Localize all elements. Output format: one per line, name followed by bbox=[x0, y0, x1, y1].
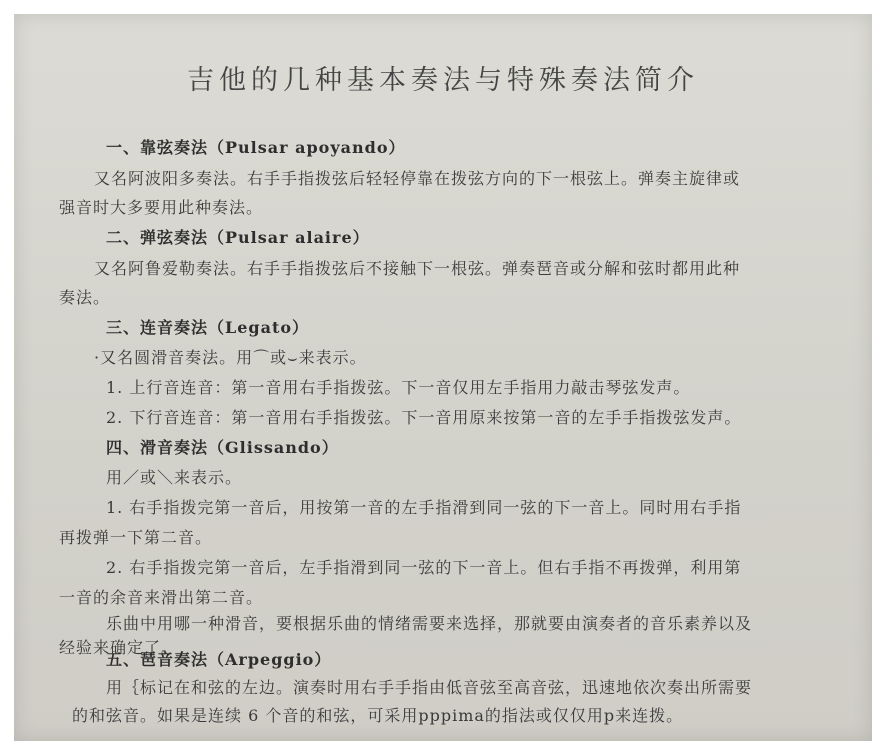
list-item: 1. 右手指拨完第一音后，用按第一音的左手指滑到同一弦的下一音上。同时用右手指 bbox=[106, 498, 742, 517]
paragraph-line: 经验来确定了。 bbox=[59, 638, 179, 657]
paragraph-line: ·又名圆滑音奏法。用⌒或⌣来表示。 bbox=[94, 348, 367, 367]
paragraph-line: 再拨弹一下第二音。 bbox=[59, 528, 213, 547]
paragraph-line: 奏法。 bbox=[59, 288, 111, 307]
section-heading-5: 五、琶音奏法（Arpeggio） bbox=[106, 650, 332, 669]
list-item: 2. 右手指拨完第一音后，左手指滑到同一弦的下一音上。但右手指不再拨弹，利用第 bbox=[106, 558, 742, 577]
section-heading-4: 四、滑音奏法（Glissando） bbox=[106, 438, 339, 457]
document-page bbox=[14, 14, 872, 741]
list-item: 1. 上行音连音：第一音用右手指拨弦。下一音仅用左手指用力敲击琴弦发声。 bbox=[106, 378, 691, 397]
list-item: 2. 下行音连音：第一音用右手指拨弦。下一音用原来按第一音的左手手指拨弦发声。 bbox=[106, 408, 742, 427]
section-heading-2: 二、弹弦奏法（Pulsar alaire） bbox=[106, 228, 370, 247]
paragraph-line: 用｛标记在和弦的左边。演奏时用右手手指由低音弦至高音弦，迅速地依次奏出所需要 bbox=[106, 678, 753, 697]
paragraph-line: 的和弦音。如果是连续 6 个音的和弦，可采用pppima的指法或仅仅用p来连拨。 bbox=[72, 706, 684, 725]
paragraph-line: 乐曲中用哪一种滑音，要根据乐曲的情绪需要来选择，那就要由演奏者的音乐素养以及 bbox=[106, 614, 753, 633]
paragraph-line: 强音时大多要用此种奏法。 bbox=[59, 198, 264, 217]
paragraph-line: 用／或＼来表示。 bbox=[106, 468, 243, 487]
document-title: 吉他的几种基本奏法与特殊奏法简介 bbox=[187, 65, 699, 96]
section-heading-3: 三、连音奏法（Legato） bbox=[106, 318, 310, 337]
paragraph-line: 一音的余音来滑出第二音。 bbox=[59, 588, 264, 607]
paragraph-line: 又名阿波阳多奏法。右手手指拨弦后轻轻停靠在拨弦方向的下一根弦上。弹奏主旋律或 bbox=[94, 169, 741, 188]
paragraph-line: 又名阿鲁爱勒奏法。右手手指拨弦后不接触下一根弦。弹奏琶音或分解和弦时都用此种 bbox=[94, 259, 741, 278]
section-heading-1: 一、靠弦奏法（Pulsar apoyando） bbox=[106, 138, 406, 157]
